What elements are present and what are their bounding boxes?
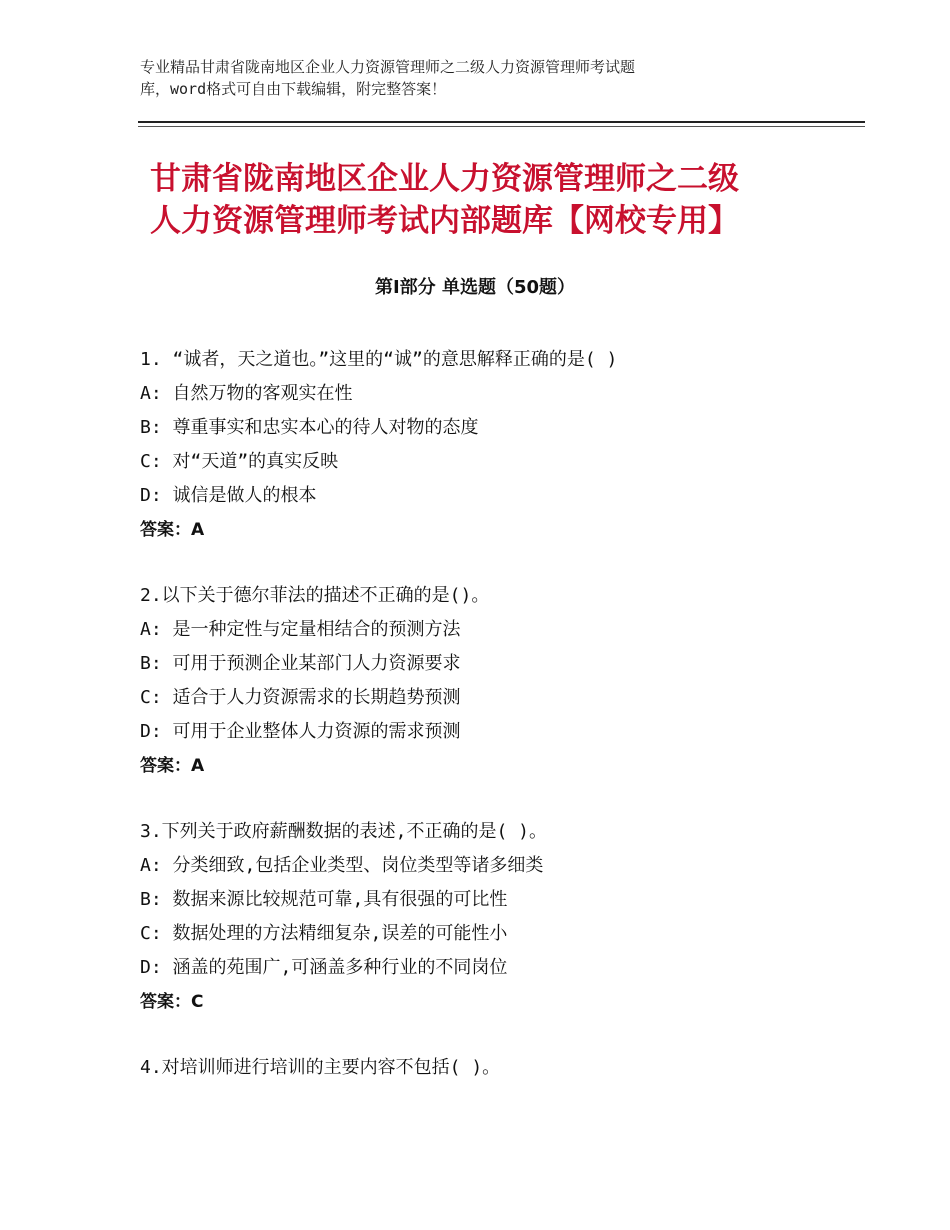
header-divider-thick (138, 121, 865, 123)
answer-label: 答案：C (140, 992, 204, 1012)
question-1 (140, 343, 860, 547)
option-d: D: 诚信是做人的根本 (140, 485, 317, 506)
question-4 (140, 1051, 860, 1085)
answer-label: 答案：A (140, 756, 205, 776)
option-c: C: 数据处理的方法精细复杂,误差的可能性小 (140, 923, 508, 944)
header-note (140, 56, 820, 100)
question-2 (140, 579, 860, 783)
header-note-line-1: 专业精品甘肃省陇南地区企业人力资源管理师之二级人力资源管理师考试题 (140, 58, 636, 76)
header-note-line-2: 库，word格式可自由下载编辑，附完整答案！ (140, 80, 447, 98)
question-stem: 2.以下关于德尔菲法的描述不正确的是()。 (140, 585, 490, 606)
option-b: B: 可用于预测企业某部门人力资源要求 (140, 653, 461, 674)
option-a: A: 是一种定性与定量相结合的预测方法 (140, 619, 461, 640)
document-title (150, 158, 850, 242)
option-a: A: 分类细致,包括企业类型、岗位类型等诸多细类 (140, 855, 544, 876)
option-b: B: 数据来源比较规范可靠,具有很强的可比性 (140, 889, 508, 910)
answer-label: 答案：A (140, 520, 205, 540)
question-stem: 1. “诚者，天之道也。”这里的“诚”的意思解释正确的是( ) (140, 349, 618, 370)
option-c: C: 适合于人力资源需求的长期趋势预测 (140, 687, 461, 708)
question-3 (140, 815, 860, 1019)
option-b: B: 尊重事实和忠实本心的待人对物的态度 (140, 417, 479, 438)
question-stem: 3.下列关于政府薪酬数据的表述,不正确的是( )。 (140, 821, 548, 842)
question-list (140, 343, 860, 1117)
option-c: C: 对“天道”的真实反映 (140, 451, 339, 472)
option-d: D: 可用于企业整体人力资源的需求预测 (140, 721, 461, 742)
document-title-line-1: 甘肃省陇南地区企业人力资源管理师之二级 (150, 161, 739, 197)
section-heading: 第Ⅰ部分 单选题（50题） (374, 277, 575, 298)
option-d: D: 涵盖的苑围广,可涵盖多种行业的不同岗位 (140, 957, 508, 978)
document-title-line-2: 人力资源管理师考试内部题库【网校专用】 (150, 203, 739, 239)
question-stem: 4.对培训师进行培训的主要内容不包括( )。 (140, 1057, 501, 1078)
header-divider-thin (138, 126, 865, 127)
option-a: A: 自然万物的客观实在性 (140, 383, 353, 404)
